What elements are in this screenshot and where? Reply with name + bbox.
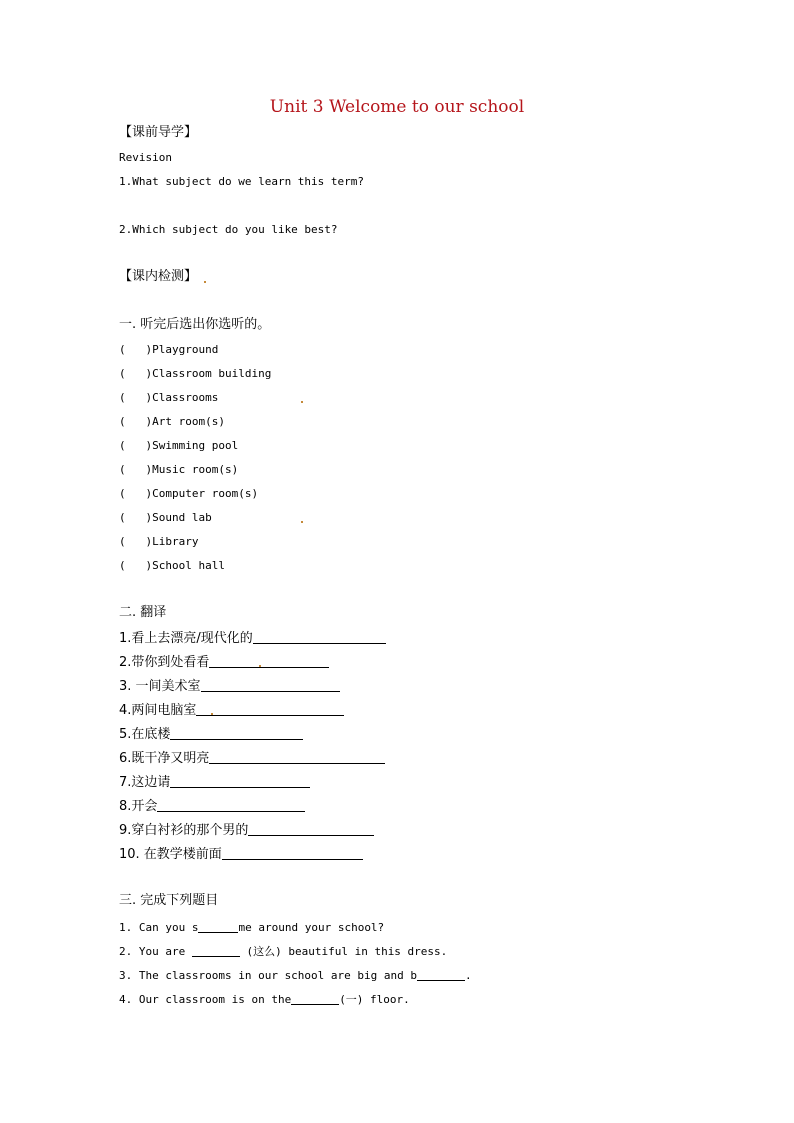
in-class-heading: 【课内检测】 (119, 269, 198, 284)
revision-label: Revision (119, 151, 172, 164)
listening-item (119, 533, 198, 551)
listening-item (119, 413, 225, 431)
section1-heading: 一. 听完后选出你选听的。 (119, 317, 271, 332)
stray-mark (211, 713, 213, 715)
translation-item (119, 628, 386, 648)
revision-question-1: 1.What subject do we learn this term? (119, 175, 365, 188)
translation-item (119, 700, 344, 720)
page-title: Unit 3 Welcome to our school (269, 97, 525, 117)
fill-in-item (119, 989, 410, 1009)
answer-bracket: ( ) (119, 463, 153, 476)
translation-prompt: 8.开会 (119, 799, 158, 814)
answer-bracket: ( ) (119, 535, 153, 548)
fill-in-text: . (465, 969, 472, 982)
translation-item (119, 820, 374, 840)
stray-mark (259, 665, 261, 667)
answer-bracket: ( ) (119, 391, 153, 404)
listening-item-label: School hall (152, 559, 225, 572)
fill-in-text: 4. Our classroom is on the (119, 993, 292, 1006)
answer-blank[interactable] (209, 654, 329, 668)
translation-prompt: 5.在底楼 (119, 727, 171, 742)
translation-prompt: 9.穿白衬衫的那个男的 (119, 823, 249, 838)
answer-blank[interactable] (201, 678, 340, 692)
answer-bracket: ( ) (119, 367, 153, 380)
answer-blank[interactable] (209, 750, 385, 764)
listening-item (119, 389, 218, 407)
listening-item-label: Art room(s) (152, 415, 225, 428)
listening-item (119, 365, 271, 383)
answer-blank[interactable] (248, 822, 374, 836)
answer-blank[interactable] (417, 967, 465, 981)
translation-prompt: 4.两间电脑室 (119, 703, 197, 718)
translation-prompt: 1.看上去漂亮/现代化的 (119, 631, 253, 646)
listening-item-label: Classroom building (152, 367, 272, 380)
fill-in-item (119, 965, 472, 985)
answer-blank[interactable] (291, 991, 339, 1005)
fill-in-item (119, 941, 447, 961)
fill-in-text: me around your school? (238, 921, 385, 934)
translation-item (119, 772, 310, 792)
fill-in-text: (这么) beautiful in this dress. (239, 945, 448, 958)
translation-item (119, 652, 329, 672)
listening-item-label: Playground (152, 343, 219, 356)
stray-mark (301, 401, 303, 403)
listening-item-label: Sound lab (152, 511, 212, 524)
listening-item-label: Swimming pool (152, 439, 239, 452)
pre-class-heading: 【课前导学】 (119, 125, 198, 140)
listening-item (119, 557, 225, 575)
translation-item (119, 748, 385, 768)
answer-blank[interactable] (198, 919, 238, 933)
revision-question-2: 2.Which subject do you like best? (119, 223, 338, 236)
listening-item-label: Classrooms (152, 391, 219, 404)
listening-item-label: Library (152, 535, 199, 548)
translation-prompt: 3. 一间美术室 (119, 679, 201, 694)
answer-bracket: ( ) (119, 439, 153, 452)
answer-bracket: ( ) (119, 415, 153, 428)
answer-bracket: ( ) (119, 511, 153, 524)
answer-bracket: ( ) (119, 343, 153, 356)
listening-item (119, 437, 238, 455)
answer-bracket: ( ) (119, 559, 153, 572)
listening-item-label: Music room(s) (152, 463, 239, 476)
translation-item (119, 676, 340, 696)
fill-in-text: 3. The classrooms in our school are big and b (119, 969, 418, 982)
translation-item (119, 724, 303, 744)
listening-item-label: Computer room(s) (152, 487, 259, 500)
translation-item (119, 844, 363, 864)
stray-mark (301, 521, 303, 523)
answer-blank[interactable] (196, 702, 344, 716)
translation-prompt: 6.既干净又明亮 (119, 751, 210, 766)
listening-item (119, 341, 218, 359)
fill-in-text: 2. You are (119, 945, 192, 958)
translation-prompt: 10. 在教学楼前面 (119, 847, 222, 862)
answer-blank[interactable] (192, 943, 240, 957)
section3-heading: 三. 完成下列题目 (119, 893, 219, 908)
answer-blank[interactable] (222, 846, 363, 860)
translation-prompt: 2.带你到处看看 (119, 655, 210, 670)
fill-in-text: 1. Can you s (119, 921, 199, 934)
fill-in-item (119, 917, 384, 937)
answer-blank[interactable] (170, 774, 310, 788)
answer-blank[interactable] (253, 630, 386, 644)
listening-item (119, 461, 238, 479)
fill-in-text: (一) floor. (339, 993, 410, 1006)
answer-bracket: ( ) (119, 487, 153, 500)
listening-item (119, 485, 258, 503)
answer-blank[interactable] (157, 798, 305, 812)
translation-prompt: 7.这边请 (119, 775, 171, 790)
translation-item (119, 796, 305, 816)
listening-item (119, 509, 212, 527)
section2-heading: 二. 翻译 (119, 605, 167, 620)
answer-blank[interactable] (170, 726, 303, 740)
stray-mark (204, 281, 206, 283)
